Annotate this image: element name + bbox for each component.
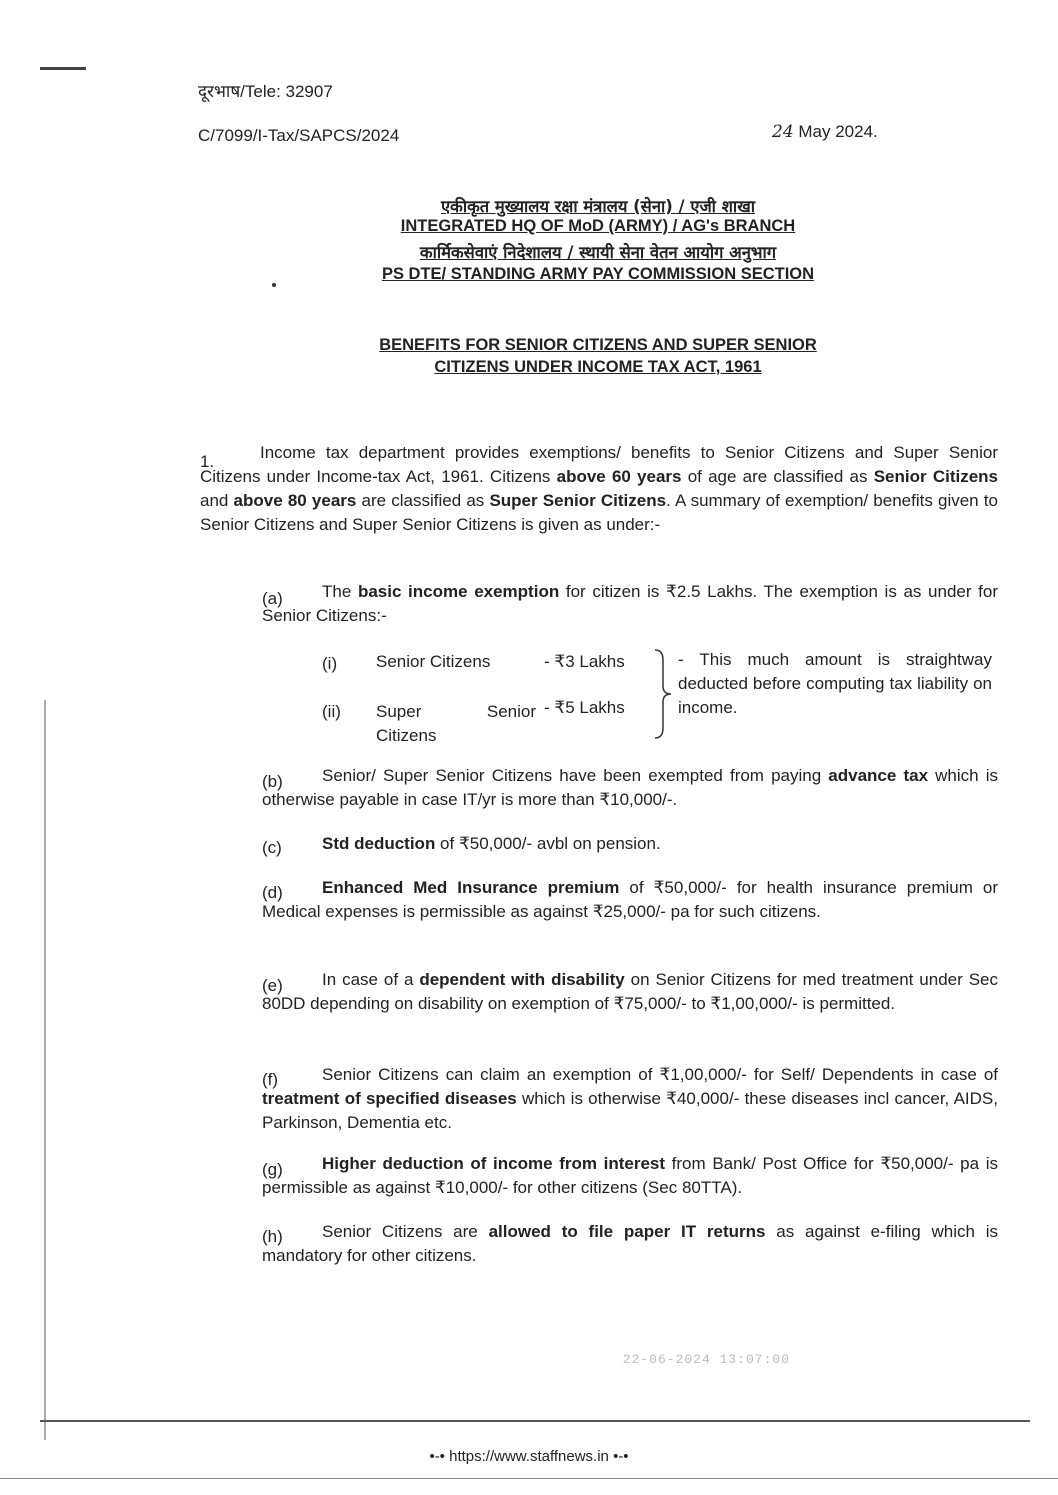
para-1-bold-3: above 80 years — [233, 491, 357, 510]
item-f-label: (f) — [262, 1070, 279, 1089]
para-1-text-2: of age are classified as — [681, 467, 874, 486]
item-f-bold-1: treatment of specified diseases — [262, 1089, 517, 1108]
row-i-amount: - ₹3 Lakhs — [544, 652, 625, 671]
row-ii-amount: - ₹5 Lakhs — [544, 698, 625, 717]
item-d-bold-1: Enhanced Med Insurance premium — [322, 878, 620, 897]
item-e-bold-1: dependent with disability — [419, 970, 625, 989]
item-a-label: (a) — [262, 589, 283, 608]
item-g-text-1: from Bank/ Post Office for ₹50,000/- pa is permissible as against ₹10,000/- for other citizens (Sec 80TTA). — [262, 1154, 998, 1197]
item-f-text-1: Senior Citizens can claim an exemption of ₹1,00,000/- for Self/ Dependents in case of — [322, 1065, 998, 1084]
para-1-bold-4: Super Senior Citizens — [489, 491, 667, 510]
item-b-bold-1: advance tax — [828, 766, 929, 785]
para-1 — [200, 441, 998, 537]
bottom-rule-2 — [0, 1478, 1058, 1479]
item-f-text — [262, 1063, 998, 1135]
item-e-label: (e) — [262, 976, 283, 995]
signature-stamp — [210, 1352, 790, 1367]
item-h-text — [262, 1220, 998, 1268]
letter-date — [772, 120, 878, 144]
row-ii-name: Super Senior Citizens — [376, 702, 536, 745]
date-day-handwritten: 24 — [772, 122, 794, 142]
para-1-bold-2: Senior Citizens — [873, 467, 999, 486]
title-line-2: CITIZENS UNDER INCOME TAX ACT, 1961 — [434, 358, 762, 376]
item-c-text-1: of ₹50,000/- avbl on pension. — [435, 834, 661, 853]
brace — [653, 648, 673, 745]
item-h-text-1: Senior Citizens are — [322, 1222, 489, 1241]
tele-number: दूरभाष/Tele: 32907 — [198, 82, 333, 101]
reference-number: C/7099/I-Tax/SAPCS/2024 — [198, 126, 400, 145]
item-b-label: (b) — [262, 772, 283, 791]
bottom-rule — [40, 1420, 1030, 1422]
para-1-text-5: . A summary of exemption/ benefits given to Senior Citizens and Super Senior Citizens is given as under:- — [200, 491, 998, 534]
item-b-text-1: Senior/ Super Senior Citizens have been exempted from paying — [322, 766, 829, 785]
item-h-label: (h) — [262, 1227, 283, 1246]
item-g-label: (g) — [262, 1160, 283, 1179]
item-h-bold-1: allowed to file paper IT returns — [488, 1222, 766, 1241]
item-e-text-1: In case of a — [322, 970, 420, 989]
signature-stamp-text: 22-06-2024 13:07:00 — [622, 1352, 790, 1367]
item-g-bold-1: Higher deduction of income from interest — [322, 1154, 666, 1173]
exemption-note: - This much amount is straightway deducted before computing tax liability on income. — [678, 650, 992, 717]
para-1-text-1: Income tax department provides exemptions/ benefits to Senior Citizens and Super Senior Citizens under Income-tax Act, 1961. Citizens — [200, 443, 998, 486]
item-d-text-1: of ₹50,000/- for health insurance premium or Medical expenses is permissible as against ₹25,000/- pa for such citizens. — [262, 878, 999, 921]
item-c-text — [322, 832, 998, 856]
office-line-2: INTEGRATED HQ OF MoD (ARMY) / AG's BRANCH — [400, 217, 796, 235]
item-c-bold-1: Std deduction — [322, 834, 436, 853]
item-a-text-2: for citizen is ₹2.5 Lakhs. The exemption is as under for Senior Citizens:- — [262, 582, 998, 625]
item-e-text-2: on Senior Citizens for med treatment under Sec 80DD depending on disability on exemption of ₹75,000/- to ₹1,00,000/- is permitted. — [262, 970, 998, 1013]
footer-url[interactable]: •-• https://www.staffnews.in •-• — [429, 1448, 629, 1465]
item-d-label: (d) — [262, 883, 283, 902]
title-line-1: BENEFITS FOR SENIOR CITIZENS AND SUPER SENIOR — [379, 336, 817, 354]
item-a-text-1: The — [322, 582, 358, 601]
item-c-label: (c) — [262, 838, 282, 857]
bullet-dot — [272, 283, 276, 287]
date-month-year: May 2024. — [793, 122, 878, 141]
row-i-number: (i) — [322, 654, 338, 673]
item-h-text-2: as against e-filing which is mandatory for other citizens. — [262, 1222, 999, 1265]
item-e-text — [262, 968, 998, 1016]
item-f-text-2: which is otherwise ₹40,000/- these diseases incl cancer, AIDS, Parkinson, Dementia etc. — [262, 1089, 998, 1132]
para-1-number: 1. — [200, 452, 215, 471]
office-line-hindi-1: एकीकृत मुख्यालय रक्षा मंत्रालय (सेना) / एजी शाखा — [441, 197, 755, 216]
row-ii-number: (ii) — [322, 702, 341, 721]
item-b-text-2: which is otherwise payable in case IT/yr is more than ₹10,000/-. — [262, 766, 998, 809]
office-line-hindi-3: कार्मिकसेवाएं निदेशालय / स्थायी सेना वेतन आयोग अनुभाग — [419, 243, 777, 262]
scan-left-edge — [44, 700, 46, 1440]
item-g-text — [262, 1152, 998, 1200]
scan-mark-top-left — [40, 67, 86, 70]
para-1-text-4: are classified as — [356, 491, 490, 510]
row-i-name: Senior Citizens — [376, 652, 491, 671]
item-a-bold-1: basic income exemption — [357, 582, 560, 601]
para-1-bold-1: above 60 years — [556, 467, 682, 486]
item-a-text — [262, 580, 998, 628]
para-1-text-3: and — [200, 491, 234, 510]
item-d-text — [262, 876, 998, 924]
item-b-text — [262, 764, 998, 812]
office-line-4: PS DTE/ STANDING ARMY PAY COMMISSION SECTION — [381, 265, 815, 283]
